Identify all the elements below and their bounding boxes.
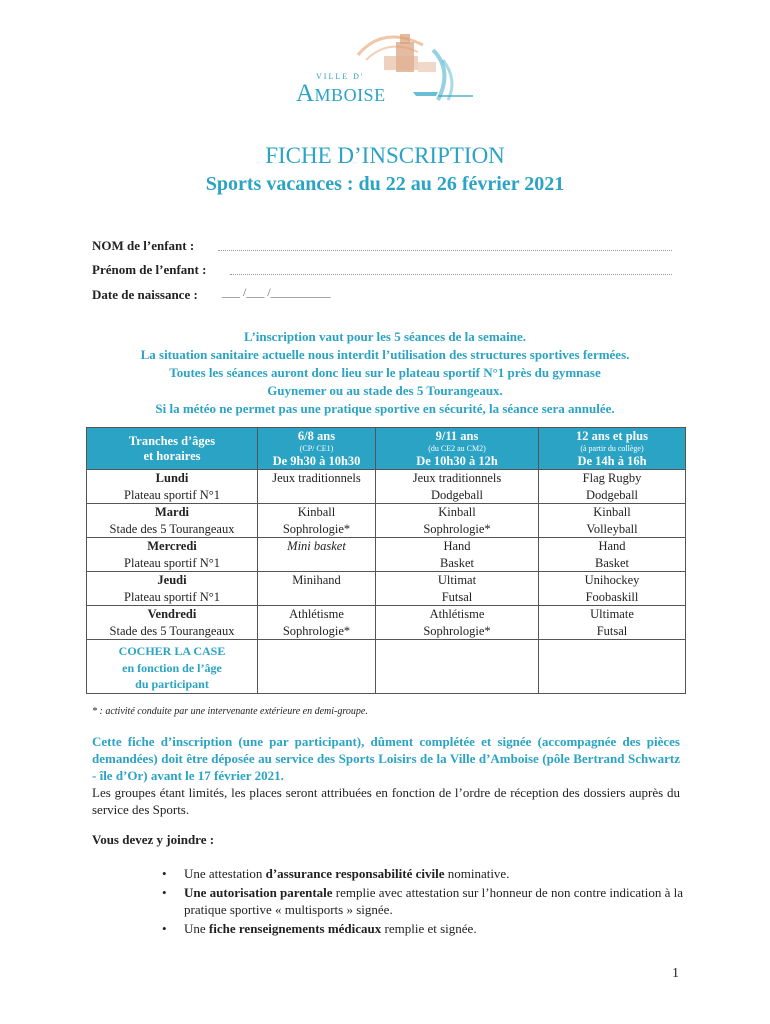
- list-item: • Une attestation d’assurance responsabilité civile nominative.: [160, 865, 700, 882]
- header-col-9-11: 9/11 ans (du CE2 au CM2) De 10h30 à 12h: [376, 428, 539, 470]
- activity-cell: Ultimat Futsal: [376, 572, 539, 606]
- notice-line: Si la météo ne permet pas une pratique sportive en sécurité, la séance sera annulée.: [155, 401, 615, 416]
- activity-cell: Flag Rugby Dodgeball: [539, 470, 686, 504]
- activity-cell: Minihand: [258, 572, 376, 606]
- page-number: 1: [672, 966, 679, 981]
- checkbox-12-plus[interactable]: [539, 640, 686, 694]
- table-row: [87, 504, 686, 538]
- day-cell: Mardi Stade des 5 Tourangeaux: [87, 504, 258, 538]
- list-item: • Une autorisation parentale remplie avec attestation sur l’honneur de non contre indication à la pratique sportive « multisports » signée.: [160, 884, 700, 918]
- day-cell: Mercredi Plateau sportif N°1: [87, 538, 258, 572]
- activity-cell: Kinball Volleyball: [539, 504, 686, 538]
- footnote: * : activité conduite par une intervenante extérieure en demi-groupe.: [92, 706, 368, 717]
- day-cell: Jeudi Plateau sportif N°1: [87, 572, 258, 606]
- notice-line: Guynemer ou au stade des 5 Tourangeaux.: [267, 383, 503, 398]
- activity-cell: Athlétisme Sophrologie*: [376, 606, 539, 640]
- checkbox-6-8[interactable]: [258, 640, 376, 694]
- header-col-12-plus: 12 ans et plus (à partir du collège) De 14h à 16h: [539, 428, 686, 470]
- instructions-normal: Les groupes étant limités, les places seront attribuées en fonction de l’ordre de réception des dossiers auprès du service des Sports.: [92, 785, 680, 817]
- nom-label: NOM de l’enfant :: [92, 238, 195, 253]
- prenom-field[interactable]: [230, 274, 672, 275]
- activity-cell: Unihockey Foobaskill: [539, 572, 686, 606]
- activity-cell: Jeux traditionnels: [258, 470, 376, 504]
- instructions-teal: Cette fiche d’inscription (une par participant), dûment complétée et signée (accompagnée des pièces demandées) doit être déposée au service des Sports Loisirs de la Ville d’Amboise (pôle Bertrand Schwartz - île d’Or) avant le 17 février 2021.: [92, 734, 680, 783]
- list-item: • Une fiche renseignements médicaux remplie et signée.: [160, 920, 700, 937]
- table-row: [87, 470, 686, 504]
- prenom-label: Prénom de l’enfant :: [92, 262, 207, 277]
- activity-cell: Kinball Sophrologie*: [258, 504, 376, 538]
- schedule-table: [86, 427, 686, 694]
- day-cell: Lundi Plateau sportif N°1: [87, 470, 258, 504]
- notice-line: Toutes les séances auront donc lieu sur le plateau sportif N°1 près du gymnase: [169, 365, 601, 380]
- table-row: [87, 572, 686, 606]
- nom-field[interactable]: [218, 250, 672, 251]
- checkbox-row: [87, 640, 686, 694]
- cocher-label: COCHER LA CASE en fonction de l’âge du participant: [87, 640, 258, 694]
- table-row: [87, 538, 686, 572]
- logo-ville-text: VILLE D': [316, 72, 365, 81]
- activity-cell: Hand Basket: [376, 538, 539, 572]
- instructions-paragraph: [92, 733, 680, 818]
- activity-cell: Hand Basket: [539, 538, 686, 572]
- notice-line: La situation sanitaire actuelle nous interdit l’utilisation des structures sportives fermées.: [140, 347, 630, 362]
- activity-cell: Ultimate Futsal: [539, 606, 686, 640]
- activity-cell: Kinball Sophrologie*: [376, 504, 539, 538]
- naissance-field[interactable]: ___ /___ /__________: [222, 285, 331, 299]
- table-row: [87, 606, 686, 640]
- logo-name-text: Amboise: [296, 80, 386, 107]
- notice-line: L’inscription vaut pour les 5 séances de la semaine.: [243, 329, 527, 344]
- day-cell: Vendredi Stade des 5 Tourangeaux: [87, 606, 258, 640]
- activity-cell: Mini basket: [258, 538, 376, 572]
- header-tranches: Tranches d’âges et horaires: [87, 428, 258, 470]
- page-subtitle: Sports vacances : du 22 au 26 février 2021: [205, 173, 565, 195]
- joindre-heading: Vous devez y joindre :: [92, 832, 215, 847]
- checkbox-9-11[interactable]: [376, 640, 539, 694]
- page-title: FICHE D’INSCRIPTION: [265, 143, 505, 168]
- notice-block: [60, 328, 710, 418]
- required-documents-list: [160, 865, 700, 939]
- activity-cell: Jeux traditionnels Dodgeball: [376, 470, 539, 504]
- naissance-label: Date de naissance :: [92, 287, 198, 302]
- activity-cell: Athlétisme Sophrologie*: [258, 606, 376, 640]
- header-col-6-8: 6/8 ans (CP/ CE1) De 9h30 à 10h30: [258, 428, 376, 470]
